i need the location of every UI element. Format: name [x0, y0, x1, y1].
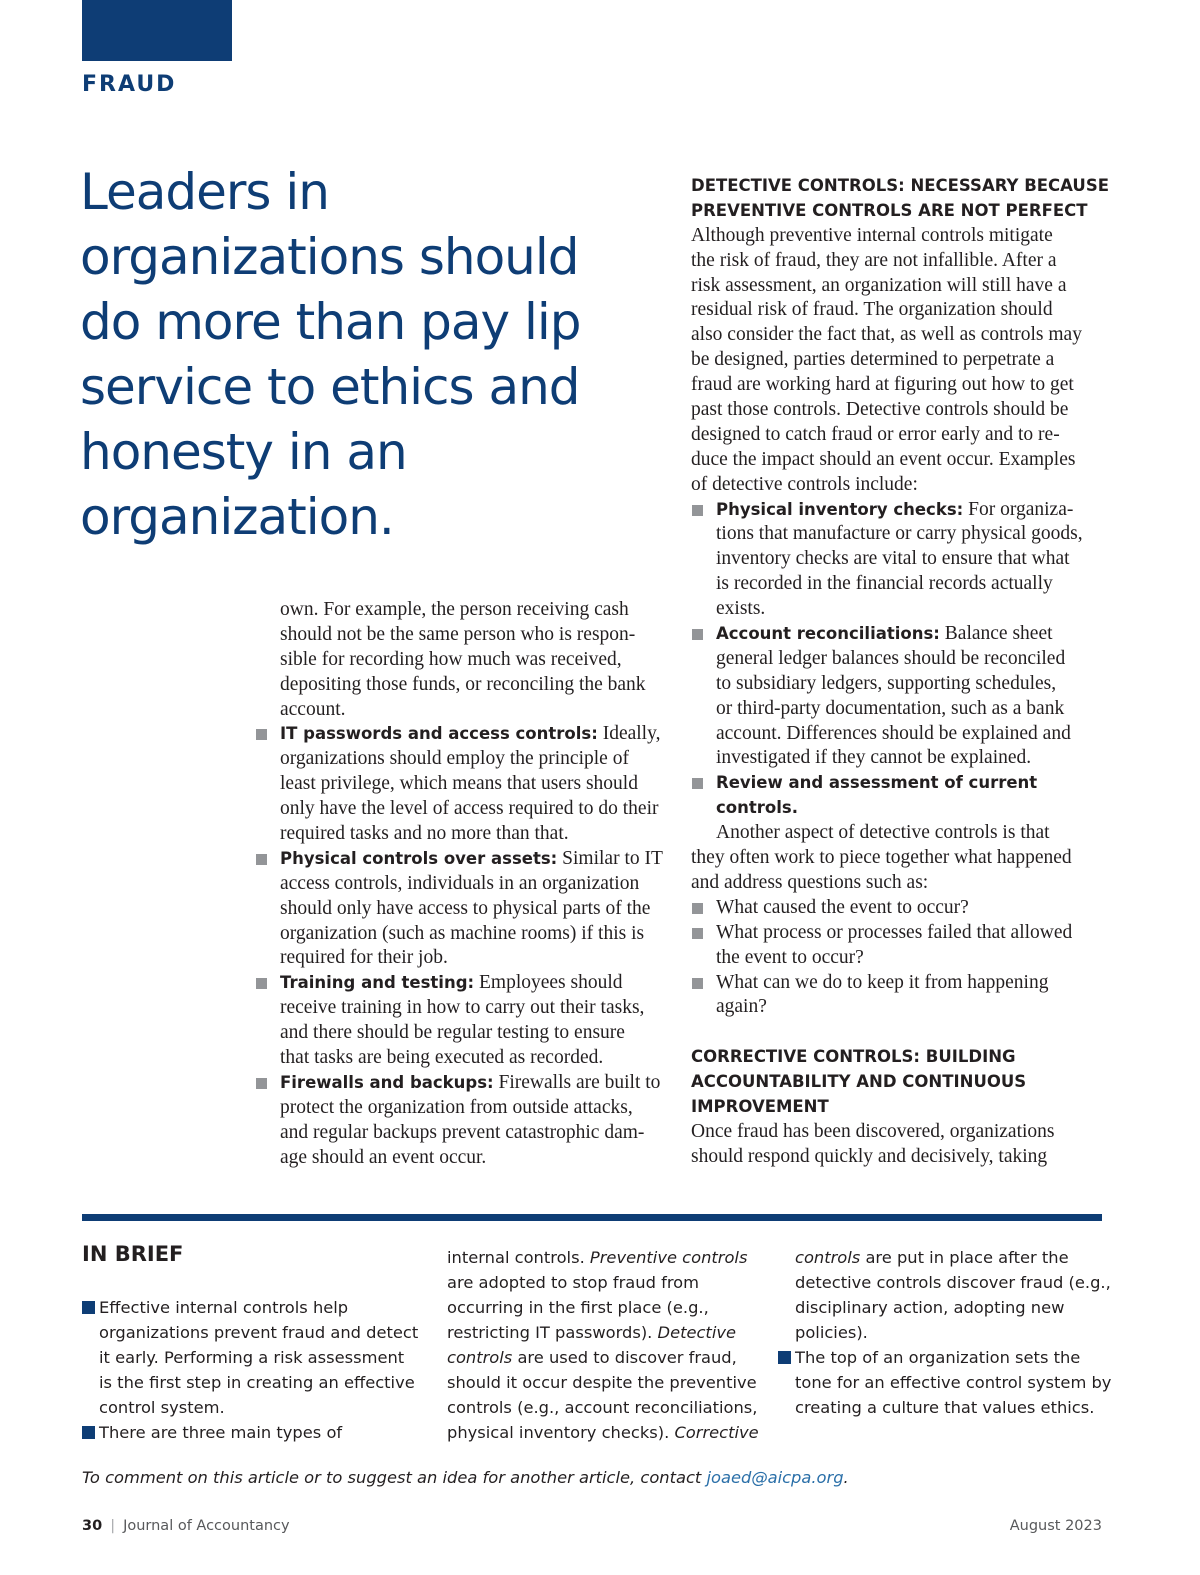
body-line: fraud are working hard at figuring out how to get	[691, 374, 1074, 396]
italic-term: Corrective	[674, 1423, 759, 1442]
body-line: should it occur despite the preventive	[447, 1373, 757, 1392]
italic-term: Detective	[657, 1323, 736, 1342]
body-line: of detective controls include:	[691, 473, 918, 495]
body-line	[447, 1345, 767, 1370]
body-line: the risk of fraud, they are not infallible. After a	[691, 249, 1057, 271]
body-line: inventory checks are vital to ensure that what	[716, 548, 1070, 570]
body-line: residual risk of fraud. The organization should	[691, 299, 1053, 321]
body-line: Although preventive internal controls mitigate	[691, 224, 1053, 246]
bullet-square-icon	[692, 928, 703, 939]
list-item	[778, 1345, 1108, 1370]
body-line: or third-party documentation, such as a bank	[716, 697, 1065, 719]
journal-name: Journal of Accountancy	[123, 1518, 290, 1534]
body-text	[691, 1120, 1101, 1170]
bullet-text: Balance sheet	[939, 623, 1053, 645]
bullet-square-icon	[692, 778, 703, 789]
body-line: past those controls. Detective controls should be	[691, 399, 1069, 421]
section-divider	[82, 1214, 1102, 1221]
in-brief-column-1	[82, 1295, 422, 1445]
bullet-lead: Training and testing:	[280, 973, 475, 993]
list-item	[691, 771, 1101, 796]
pull-quote-line: organization.	[80, 488, 394, 546]
body-line: organizations prevent fraud and detect	[99, 1323, 419, 1342]
list-item	[691, 498, 1101, 523]
bullet-text: Effective internal controls help	[99, 1298, 349, 1317]
list-item-continuation	[691, 796, 1101, 821]
contact-email-link[interactable]: joaed@aicpa.org	[706, 1468, 844, 1487]
bullet-text: For organiza-	[963, 498, 1074, 520]
bullet-lead: Firewalls and backups:	[280, 1072, 494, 1092]
body-line: be designed, parties determined to perpetrate a	[691, 349, 1055, 371]
pull-quote-line: organizations should	[80, 228, 579, 286]
body-line: sible for recording how much was received,	[280, 648, 622, 670]
body-line: and address questions such as:	[691, 871, 929, 893]
body-line: and regular backups prevent catastrophic dam-	[280, 1121, 645, 1143]
body-line: account. Differences should be explained and	[716, 722, 1071, 744]
page-number: 30	[82, 1518, 103, 1534]
body-line: occurring in the first place (e.g.,	[447, 1298, 709, 1317]
heading-line: PREVENTIVE CONTROLS ARE NOT PERFECT	[691, 200, 1088, 220]
section-heading	[691, 174, 1109, 224]
body-line: control system.	[99, 1398, 225, 1417]
bullet-lead: controls.	[716, 798, 798, 818]
heading-line: DETECTIVE CONTROLS: NECESSARY BECAUSE	[691, 176, 1109, 195]
body-line: exists.	[716, 598, 766, 620]
body-line: is the first step in creating an effective	[99, 1373, 415, 1392]
in-brief-title: IN BRIEF	[82, 1242, 184, 1266]
body-line: creating a culture that values ethics.	[795, 1398, 1095, 1417]
comment-note	[82, 1468, 849, 1487]
body-line: detective controls discover fraud (e.g.,	[795, 1273, 1111, 1292]
bullet-square-icon	[82, 1426, 95, 1439]
in-brief-column-2	[447, 1245, 767, 1445]
body-line: general ledger balances should be reconciled	[716, 647, 1066, 669]
body-line: own. For example, the person receiving cash	[280, 599, 629, 620]
comment-end: .	[843, 1468, 849, 1487]
bullet-text: Employees should	[474, 972, 623, 994]
bullet-square-icon	[256, 1078, 267, 1089]
body-line: Once fraud has been discovered, organizations	[691, 1120, 1055, 1142]
section-heading	[691, 1045, 1101, 1120]
italic-term: controls	[447, 1348, 513, 1367]
bullet-lead: Account reconciliations:	[716, 624, 940, 644]
body-line: risk assessment, an organization will still have a	[691, 274, 1067, 296]
body-line: are adopted to stop fraud from	[447, 1273, 700, 1292]
bullet-square-icon	[692, 505, 703, 516]
bullet-text: What process or processes failed that allowed	[716, 921, 1073, 943]
body-line: should not be the same person who is respon-	[280, 623, 636, 645]
body-line: it early. Performing a risk assessment	[99, 1348, 405, 1367]
bullet-lead: Physical controls over assets:	[280, 848, 558, 868]
body-line: disciplinary action, adopting new	[795, 1298, 1065, 1317]
list-item	[255, 847, 665, 872]
issue-date: August 2023	[1009, 1518, 1102, 1534]
body-line: age should an event occur.	[280, 1146, 487, 1168]
pull-quote	[80, 160, 600, 550]
body-line: only have the level of access required to do their	[280, 798, 659, 820]
italic-term: controls	[795, 1248, 861, 1267]
body-text	[691, 224, 1101, 1021]
body-line: controls (e.g., account reconciliations,	[447, 1398, 758, 1417]
body-line: depositing those funds, or reconciling the bank	[280, 673, 646, 695]
body-line	[447, 1420, 767, 1445]
body-line: should respond quickly and decisively, taking	[691, 1145, 1048, 1167]
list-item	[255, 722, 665, 747]
body-line: duce the impact should an event occur. Examples	[691, 448, 1076, 470]
bullet-lead: IT passwords and access controls:	[280, 724, 598, 744]
text-run: internal controls.	[447, 1248, 590, 1267]
list-item	[82, 1420, 422, 1445]
body-line: required tasks and no more than that.	[280, 823, 569, 845]
body-line: protect the organization from outside attacks,	[280, 1096, 633, 1118]
heading-line: IMPROVEMENT	[691, 1096, 829, 1116]
body-line: organization (such as machine rooms) if this is	[280, 922, 645, 944]
bullet-text: Firewalls are built to	[493, 1071, 661, 1093]
bullet-lead: Review and assessment of current	[716, 773, 1038, 793]
body-line	[447, 1245, 767, 1270]
list-item	[691, 971, 1101, 996]
bullet-text: What can we do to keep it from happening	[716, 971, 1049, 993]
heading-line: ACCOUNTABILITY AND CONTINUOUS	[691, 1072, 1027, 1092]
body-line: receive training in how to carry out their tasks,	[280, 997, 645, 1019]
body-line: to subsidiary ledgers, supporting schedules,	[716, 672, 1057, 694]
list-item	[255, 971, 665, 996]
body-line	[778, 1245, 1108, 1270]
text-run: are used to discover fraud,	[512, 1348, 737, 1367]
body-line: the event to occur?	[716, 946, 864, 968]
text-run: physical inventory checks).	[447, 1423, 675, 1442]
bullet-text: What caused the event to occur?	[716, 896, 969, 918]
body-line: and there should be regular testing to ensure	[280, 1022, 625, 1044]
pull-quote-line: do more than pay lip	[80, 293, 581, 351]
body-line: also consider the fact that, as well as controls may	[691, 324, 1082, 346]
list-item	[691, 622, 1101, 647]
body-line: required for their job.	[280, 947, 448, 969]
body-line: tions that manufacture or carry physical goods,	[716, 523, 1083, 545]
body-line: should only have access to physical parts of the	[280, 897, 651, 919]
pull-quote-line: service to ethics and	[80, 358, 580, 416]
heading-line: CORRECTIVE CONTROLS: BUILDING	[691, 1047, 1016, 1067]
pull-quote-line: Leaders in	[80, 163, 329, 221]
bullet-text: Ideally,	[597, 723, 661, 745]
body-line: is recorded in the financial records actually	[716, 573, 1053, 595]
body-line: tone for an effective control system by	[795, 1373, 1112, 1392]
bullet-square-icon	[82, 1301, 95, 1314]
body-line: policies).	[795, 1323, 868, 1342]
bullet-square-icon	[692, 978, 703, 989]
header-color-block	[82, 0, 232, 61]
body-line: Another aspect of detective controls is that	[716, 822, 1050, 844]
bullet-square-icon	[256, 854, 267, 865]
bullet-square-icon	[256, 978, 267, 989]
body-line: organizations should employ the principle of	[280, 748, 629, 770]
comment-text: To comment on this article or to suggest an idea for another article, contact	[82, 1468, 707, 1487]
list-item	[255, 1071, 665, 1096]
list-item	[82, 1295, 422, 1320]
footer-separator: |	[110, 1518, 116, 1534]
body-line: investigated if they cannot be explained.	[716, 747, 1032, 769]
body-line: they often work to piece together what happened	[691, 847, 1072, 869]
bullet-text: Similar to IT	[557, 847, 663, 869]
body-line: designed to catch fraud or error early and to re-	[691, 423, 1060, 445]
body-line: least privilege, which means that users should	[280, 773, 638, 795]
text-run: are put in place after the	[860, 1248, 1069, 1267]
footer-left	[82, 1518, 290, 1534]
bullet-lead: Physical inventory checks:	[716, 499, 964, 519]
body-line: account.	[280, 698, 346, 720]
section-label: FRAUD	[82, 72, 177, 97]
bullet-square-icon	[256, 729, 267, 740]
bullet-square-icon	[778, 1351, 791, 1364]
in-brief-column-3	[778, 1245, 1112, 1420]
body-line: that tasks are being executed as recorded.	[280, 1047, 604, 1069]
italic-term: Preventive controls	[589, 1248, 748, 1267]
text-run: restricting IT passwords).	[447, 1323, 658, 1342]
bullet-text: There are three main types of	[99, 1423, 343, 1442]
bullet-square-icon	[692, 903, 703, 914]
pull-quote-line: honesty in an	[80, 423, 407, 481]
body-line: again?	[716, 996, 767, 1018]
bullet-text: The top of an organization sets the	[795, 1348, 1081, 1367]
body-line	[447, 1320, 767, 1345]
bullet-square-icon	[692, 629, 703, 640]
middle-column	[255, 598, 665, 1170]
body-line: access controls, individuals in an organization	[280, 872, 640, 894]
list-item	[691, 896, 1101, 921]
list-item	[691, 921, 1101, 946]
right-column	[691, 174, 1109, 1170]
